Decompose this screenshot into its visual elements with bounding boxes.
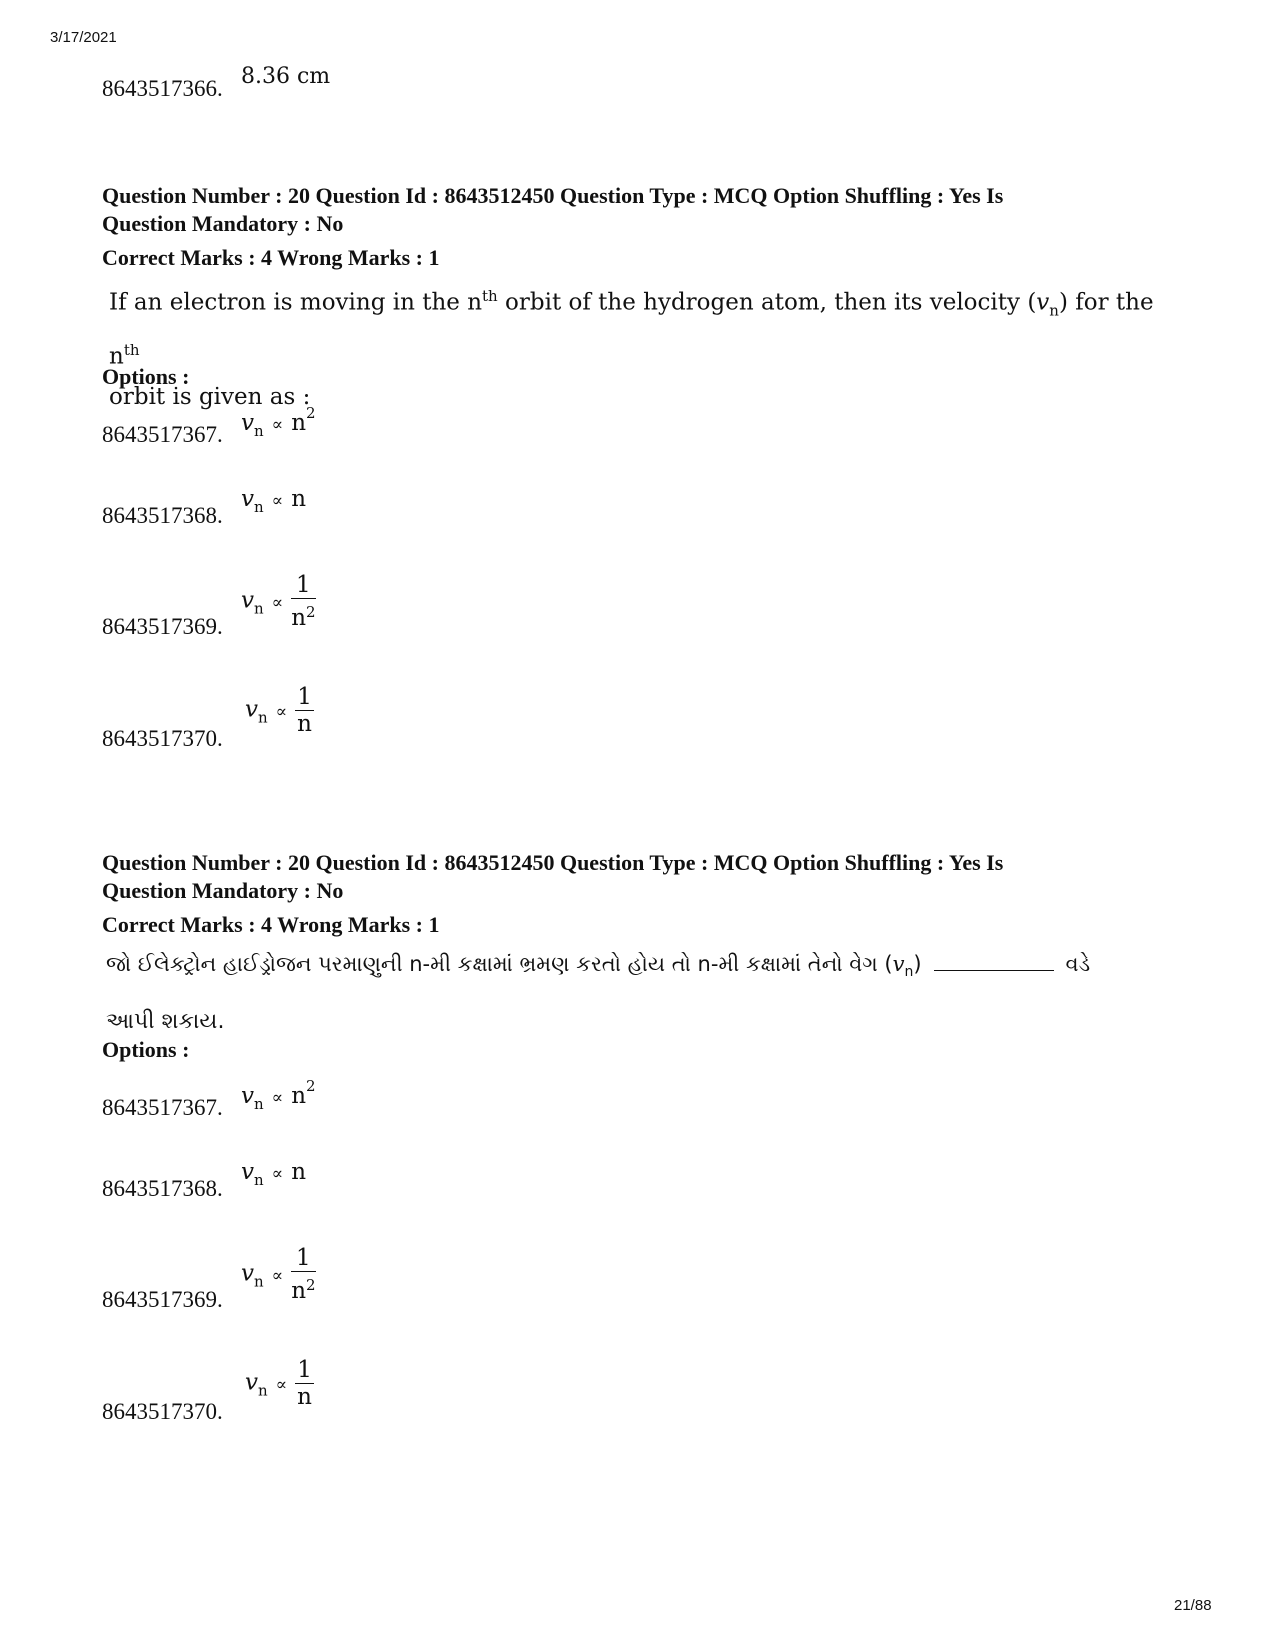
question-text: If an electron is moving in the $n^{th}$ orbit of the hydrogen atom, then its velocity $(v_n)$ for the $n^{th}$ orbit is given as :: [109, 287, 1154, 410]
option-formula: $v_n$ ∝ $\frac{1}{n}$: [245, 1357, 312, 1410]
option-id: 8643517369.: [102, 614, 223, 639]
option-id: 8643517368.: [102, 1176, 223, 1201]
print-date: 3/17/2021: [50, 29, 117, 46]
option-formula: $v_n \propto n$: [241, 1159, 307, 1189]
option-id: 8643517367.: [102, 422, 223, 447]
option-formula: $v_n$ ∝ $\frac{1}{n^2}$: [241, 1245, 316, 1304]
question-header: Question Number : 20 Question Id : 8643512450 Question Type : MCQ Option Shuffling : Yes Is Question Mandatory : No: [102, 183, 1004, 236]
question-header: Question Number : 20 Question Id : 8643512450 Question Type : MCQ Option Shuffling : Yes Is Question Mandatory : No: [102, 850, 1004, 903]
page-number: 21/88: [1174, 1597, 1212, 1614]
option-id: 8643517370.: [102, 726, 223, 751]
option-id: 8643517367.: [102, 1095, 223, 1120]
option-formula: $v_n \propto n^2$: [241, 1077, 316, 1113]
question-marks: Correct Marks : 4 Wrong Marks : 1: [102, 912, 440, 937]
question-marks: Correct Marks : 4 Wrong Marks : 1: [102, 245, 440, 270]
option-text: 8.36 cm: [241, 64, 331, 89]
option-id: 8643517370.: [102, 1399, 223, 1424]
option-formula: $v_n \propto n$: [241, 486, 307, 516]
option-formula: $v_n$ ∝ $\frac{1}{n}$: [245, 684, 312, 737]
options-label: Options :: [102, 1037, 190, 1062]
options-label: Options :: [102, 364, 190, 389]
option-id: 8643517369.: [102, 1287, 223, 1312]
option-formula: $v_n$ ∝ $\frac{1}{n^2}$: [241, 572, 316, 631]
option-id: 8643517368.: [102, 503, 223, 528]
option-formula: $v_n \propto n^2$: [241, 404, 316, 440]
option-id: 8643517366.: [102, 76, 223, 101]
question-text: જો ઈલેક્ટ્રોન હાઈડ્રોજન પરમાણુની n-મી કક્ષામાં ભ્રમણ કરતો હોય તો n-મી કક્ષામાં તેનો વેગ $(v_n)$ વડે આપી શકાય.: [106, 952, 1091, 1035]
